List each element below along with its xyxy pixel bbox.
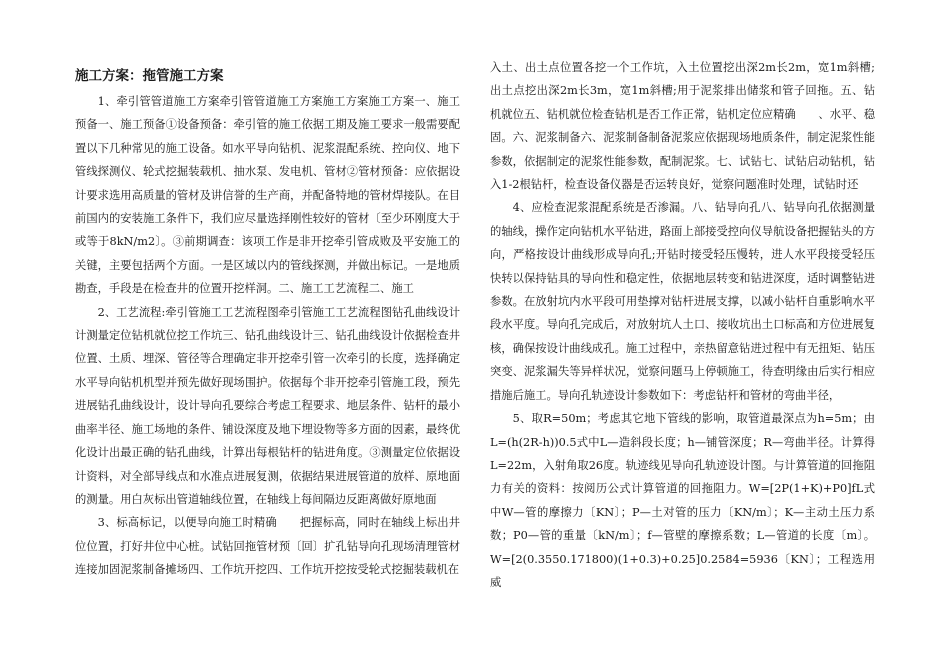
paragraph-3: 3、标高标记，以便导向施工时精确 把握标高，同时在轴线上标出井位位置，打好井位中心桩。试钻回拖管材预〔回〕扩孔钻导向孔现场清理管材连接加固泥浆制备摊场四、工作坑开挖四、工作坑开挖按受轮式挖掘装载机在 <box>75 516 460 577</box>
left-column <box>75 67 460 582</box>
paragraph-1: 1、牵引管管道施工方案牵引管管道施工方案施工方案施工方案一、施工预备一、施工预备①设备预备：牵引管的施工依据工期及施工要求一般需要配置以下几种常见的施工设备。如水平导向钻机、泥浆混配系统、控向仪、地下管线探测仪、轮式挖掘装载机、抽水泵、发电机、管材②管材预备：应依据设计要求选用高质量的管材及讲信誉的生产商，并配备特地的管材焊接队。在目前国内的安装施工条件下，我们应尽量选择刚性较好的管材〔至少环刚度大于或等于8kN/m2〕。③前期调查：该项工作是非开挖牵引管成败及平安施工的关键，主要包括两个方面。一是区域以内的管线探测，并做出标记。一是地质勘查，手段是在检查井的位置开挖样洞。二、施工工艺流程二、施工 <box>75 95 460 296</box>
document-title: 施工方案：拖管施工方案 <box>75 68 224 84</box>
paragraph-3-continued: 入土、出土点位置各挖一个工作坑，入土位置挖出深2m长2m，宽1m斜槽;出土点挖出深2m长3m，宽1m斜槽;用于泥浆排出储浆和管子回拖。五、钻机就位五、钻机就位检查钻机是否工作正常，钻机定位应精确 、水平、稳固。六、泥浆制备六、泥浆制备制备泥浆应依据现场地质条件，制定泥浆性能参数，依据制定的泥浆性能参数，配制泥浆。七、试钻七、试钻启动钻机，钻入1-2根钻杆，检查设备仪器是否运转良好，觉察问题准时处理，试钻时还 <box>490 61 875 192</box>
right-column <box>490 56 875 594</box>
paragraph-4: 4、应检查泥浆混配系统是否渗漏。八、钻导向孔八、钻导向孔依据测量的轴线，操作定向钻机水平钻进，路面上部接受控向仪导航设备把握钻头的方向，严格按设计曲线形成导向孔;开钻时接受轻压慢转，进人水平段接受轻压快转以保持钻具的导向性和稳定性，依据地层转变和钻进深度，适时调整钻进参数。在放射坑内水平段可用垫撑对钻杆进展支撑，以减小钻杆自重影响水平段水平度。导向孔完成后，对放射坑人土口、接收坑出土口标高和方位进展复核，确保按设计曲线成孔。施工过程中，亲热留意钻进过程中有无扭矩、钻压突变、泥浆漏失等异样状况，觉察问题马上停顿施工，待查明缘由后实行相应措施后施工。导向孔轨迹设计参数如下：考虑钻杆和管材的弯曲半径， <box>490 201 875 402</box>
paragraph-5: 5、取R=50m；考虑其它地下管线的影响，取管道最深点为h=5m；由L=(h(2R-h))0.5式中L—造斜段长度；h—铺管深度；R—弯曲半径。计算得L=22m，入射角取26度。轨迹线见导向孔轨迹设计图。与计算管道的回拖阻力有关的资料：按阅历公式计算管道的回拖阻力。W=[2P(1+K)+P0]fL式中W—管的摩擦力〔KN〕；P—土对管的压力〔KN/m〕；K—主动土压力系数；P0—管的重量〔kN/m〕；f—管壁的摩擦系数；L—管道的长度〔m〕。W=[2(0.3550.171800)(1+0.3)+0.25]0.2584=5936〔KN〕；工程选用威 <box>490 412 875 589</box>
paragraph-2: 2、工艺流程:牵引管施工工艺流程图牵引管施工工艺流程图钻孔曲线设计计测量定位钻机就位挖工作坑三、钻孔曲线设计三、钻孔曲线设计依据检查井位置、土质、埋深、管径等合理确定非开挖牵引管一次牵引的长度，选择确定水平导向钻机机型并预先做好现场围护。依据每个非开挖牵引管施工段，预先进展钻孔曲线设计，设计导向孔要综合考虑工程要求、地层条件、钻杆的最小曲率半径、施工场地的条件、铺设深度及地下埋设物等多方面的因素，最终优化设计出最正确的钻孔曲线，计算出每根钻杆的钻进角度。③测量定位依据设计资料，对全部导线点和水准点进展复测，依据结果进展管道的放样、原地面的测量。用白灰标出管道轴线位置，在轴线上每间隔边反距离做好原地面 <box>75 305 460 506</box>
